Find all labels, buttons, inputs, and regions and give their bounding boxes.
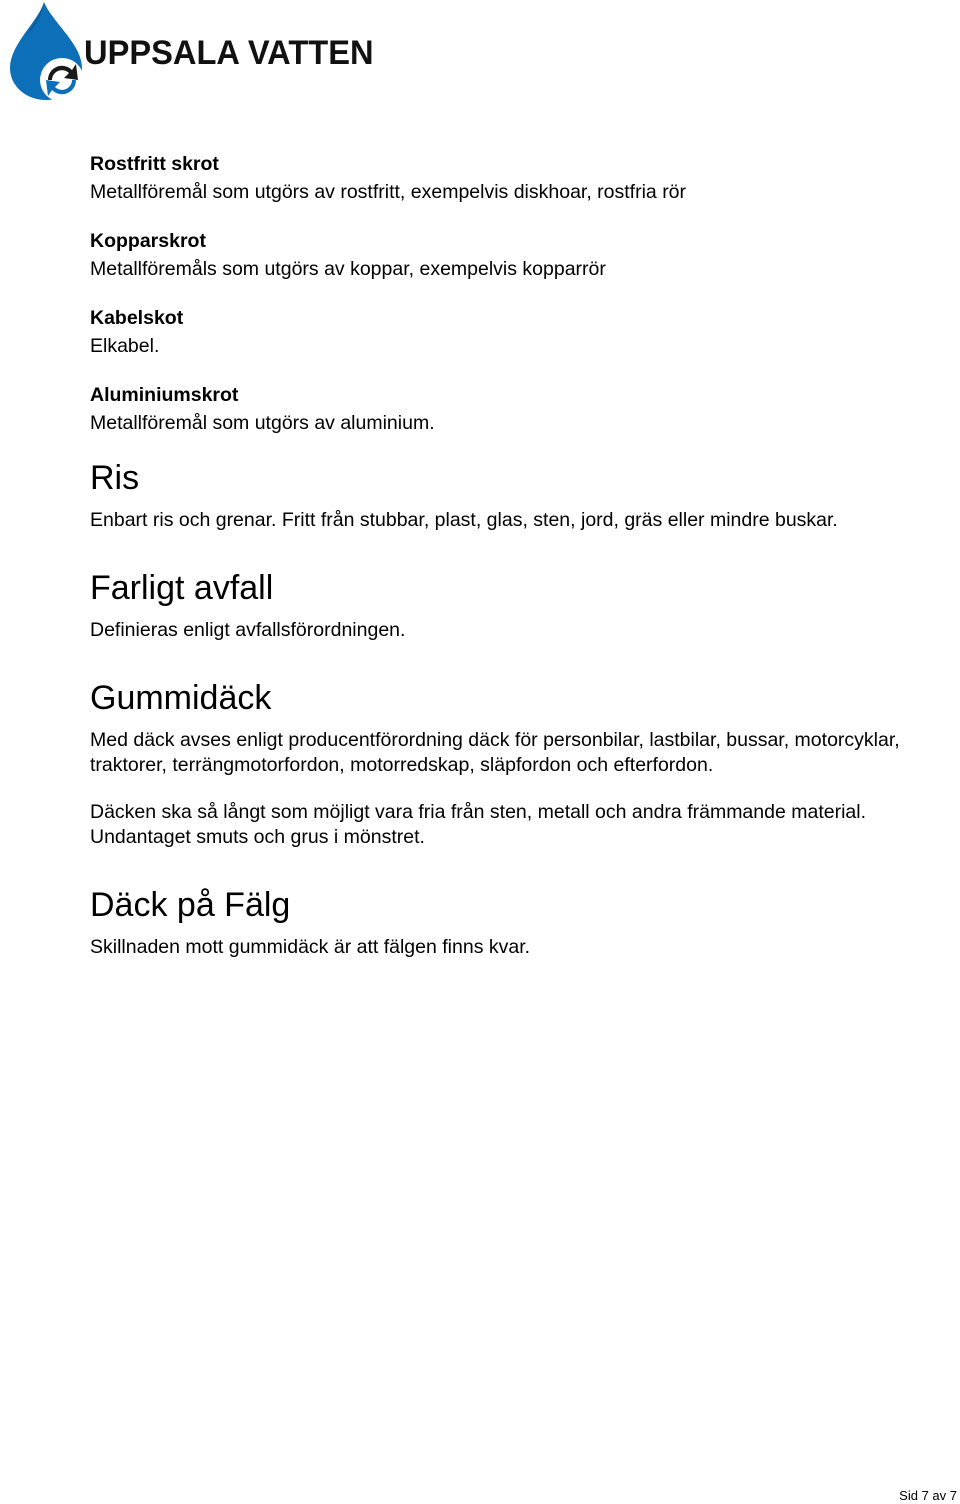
uppsala-vatten-logo	[2, 0, 402, 104]
item-text: Metallföremåls som utgörs av koppar, exempelvis kopparrör	[90, 258, 606, 280]
section-paragraph: Skillnaden mott gummidäck är att fälgen finns kvar.	[90, 936, 531, 958]
document-body	[90, 150, 940, 982]
section-heading: Farligt avfall	[90, 569, 274, 607]
water-drop-recycle-icon	[4, 0, 88, 102]
section-farligt-avfall	[90, 568, 940, 643]
item-text: Elkabel.	[90, 335, 160, 357]
section-ris	[90, 458, 940, 533]
item-title: Aluminiumskrot	[90, 384, 239, 406]
item-aluminiumskrot	[90, 381, 940, 437]
item-kabelskot	[90, 304, 940, 360]
section-paragraph: Däcken ska så långt som möjligt vara fria från sten, metall och andra främmande material. Undantaget smuts och grus i mönstret.	[90, 801, 867, 848]
section-paragraph: Med däck avses enligt producentförordning däck för personbilar, lastbilar, bussar, motorcyklar, traktorer, terrängmotorfordon, motorredskap, släpfordon och efterfordon.	[90, 729, 900, 776]
item-title: Kopparskrot	[90, 230, 206, 252]
item-text: Metallföremål som utgörs av rostfritt, exempelvis diskhoar, rostfria rör	[90, 181, 687, 203]
section-dack-pa-falg	[90, 885, 940, 960]
section-gummidack	[90, 678, 940, 850]
logo-wordmark: UPPSALA VATTEN	[84, 34, 374, 72]
item-text: Metallföremål som utgörs av aluminium.	[90, 412, 435, 434]
item-rostfritt-skrot	[90, 150, 940, 206]
item-title: Kabelskot	[90, 307, 184, 329]
section-heading: Gummidäck	[90, 679, 272, 717]
item-kopparskrot	[90, 227, 940, 283]
section-paragraph: Enbart ris och grenar. Fritt från stubbar, plast, glas, sten, jord, gräs eller mindre buskar.	[90, 509, 838, 531]
page-number: Sid 7 av 7	[899, 1488, 957, 1503]
section-paragraph: Definieras enligt avfallsförordningen.	[90, 619, 406, 641]
section-heading: Ris	[90, 459, 140, 497]
section-heading: Däck på Fälg	[90, 886, 291, 924]
item-title: Rostfritt skrot	[90, 153, 219, 175]
